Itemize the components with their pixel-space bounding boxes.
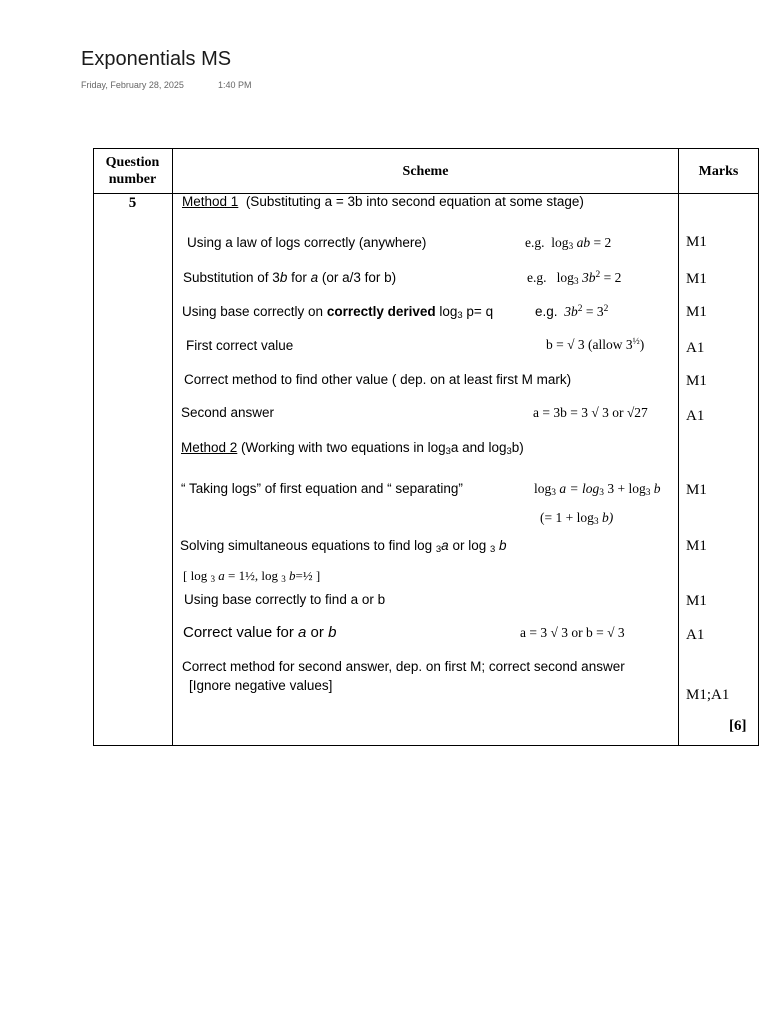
method1-row3-mark: M1 (686, 304, 707, 320)
method1-row2-text: Substitution of 3b for a (or a/3 for b) (183, 270, 397, 285)
mark-scheme-table (93, 148, 759, 746)
method2-row2-mark: M1 (686, 538, 707, 554)
page-date: Friday, February 28, 2025 (81, 80, 184, 90)
column-divider-1 (172, 148, 173, 746)
method1-heading: Method 1 (Substituting a = 3b into second equation at some stage) (182, 194, 584, 209)
method1-row6-text: Second answer (181, 405, 275, 420)
method2-row4-text: Correct value for a or b (183, 624, 337, 641)
method1-row1-math: e.g. $\log_3$ ab = 2 (525, 235, 612, 252)
method2-heading: Method 2 (Working with two equations in $\log_3a$ and $\log_3b$) (181, 440, 524, 457)
table-top-border (93, 148, 759, 149)
header-scheme: Scheme (402, 164, 449, 179)
method1-row5-mark: M1 (686, 373, 707, 389)
header-marks: Marks (698, 164, 739, 179)
method2-row1-mark: M1 (686, 482, 707, 498)
method1-row1-mark: M1 (686, 234, 707, 250)
method2-row1-text: “ Taking logs” of first equation and “ separating” (181, 481, 463, 496)
table-bottom-border (93, 745, 759, 746)
method1-row4-mark: A1 (686, 340, 705, 356)
method2-row1-math: $\log_3 a = \log_3 3 + \log_3 b$ (534, 481, 661, 498)
method2-row3-text: Using base correctly to find a or b (184, 592, 386, 607)
method1-row6-math: a = 3b = 3 √ 3 or √27 (533, 405, 648, 420)
page-time: 1:40 PM (218, 80, 252, 90)
method1-row5-text: Correct method to find other value ( dep. on at least first M mark) (184, 372, 572, 387)
method1-row3-text: Using base correctly on correctly derived $\log_3 p= q$ (182, 304, 494, 321)
method1-row2-mark: M1 (686, 271, 707, 287)
method1-row4-math: b = √ 3 (allow $3^{\frac{1}{2}}$) (546, 337, 645, 352)
method2-row3-mark: M1 (686, 593, 707, 609)
method1-row1-text: Using a law of logs correctly (anywhere) (187, 235, 427, 250)
question-number: 5 (128, 195, 137, 211)
method2-row1-math-line2: (= $1 + \log_3 b$) (540, 510, 614, 527)
total-marks: [6] (729, 718, 747, 734)
method1-row4-text: First correct value (186, 338, 294, 353)
method1-row3-math: e.g. $3b^2 = 3^2$ (535, 304, 609, 319)
method2-row4-mark: A1 (686, 627, 705, 643)
column-divider-2 (678, 148, 679, 746)
method1-row2-math: e.g. $\log_3 3b^2 = 2$ (527, 270, 622, 287)
header-question-number: Question number (105, 155, 160, 187)
method1-row6-mark: A1 (686, 408, 705, 424)
method2-row2-text: Solving simultaneous equations to find log $_3$a or log $_3$ b (180, 538, 507, 555)
method2-row5-text-line1: Correct method for second answer, dep. on first M; correct second answer (182, 659, 625, 674)
table-left-border (93, 148, 94, 746)
method2-row3-note: [ log $_3$ a = 1½, log $_3$ b=½ ] (183, 568, 321, 584)
method2-row4-math: a = 3 √ 3 or b = √ 3 (520, 625, 625, 640)
table-right-border (758, 148, 759, 746)
method2-row5-text-line2: [Ignore negative values] (189, 678, 333, 693)
method2-row5-mark: M1;A1 (686, 687, 730, 703)
page-title: Exponentials MS (81, 48, 232, 70)
